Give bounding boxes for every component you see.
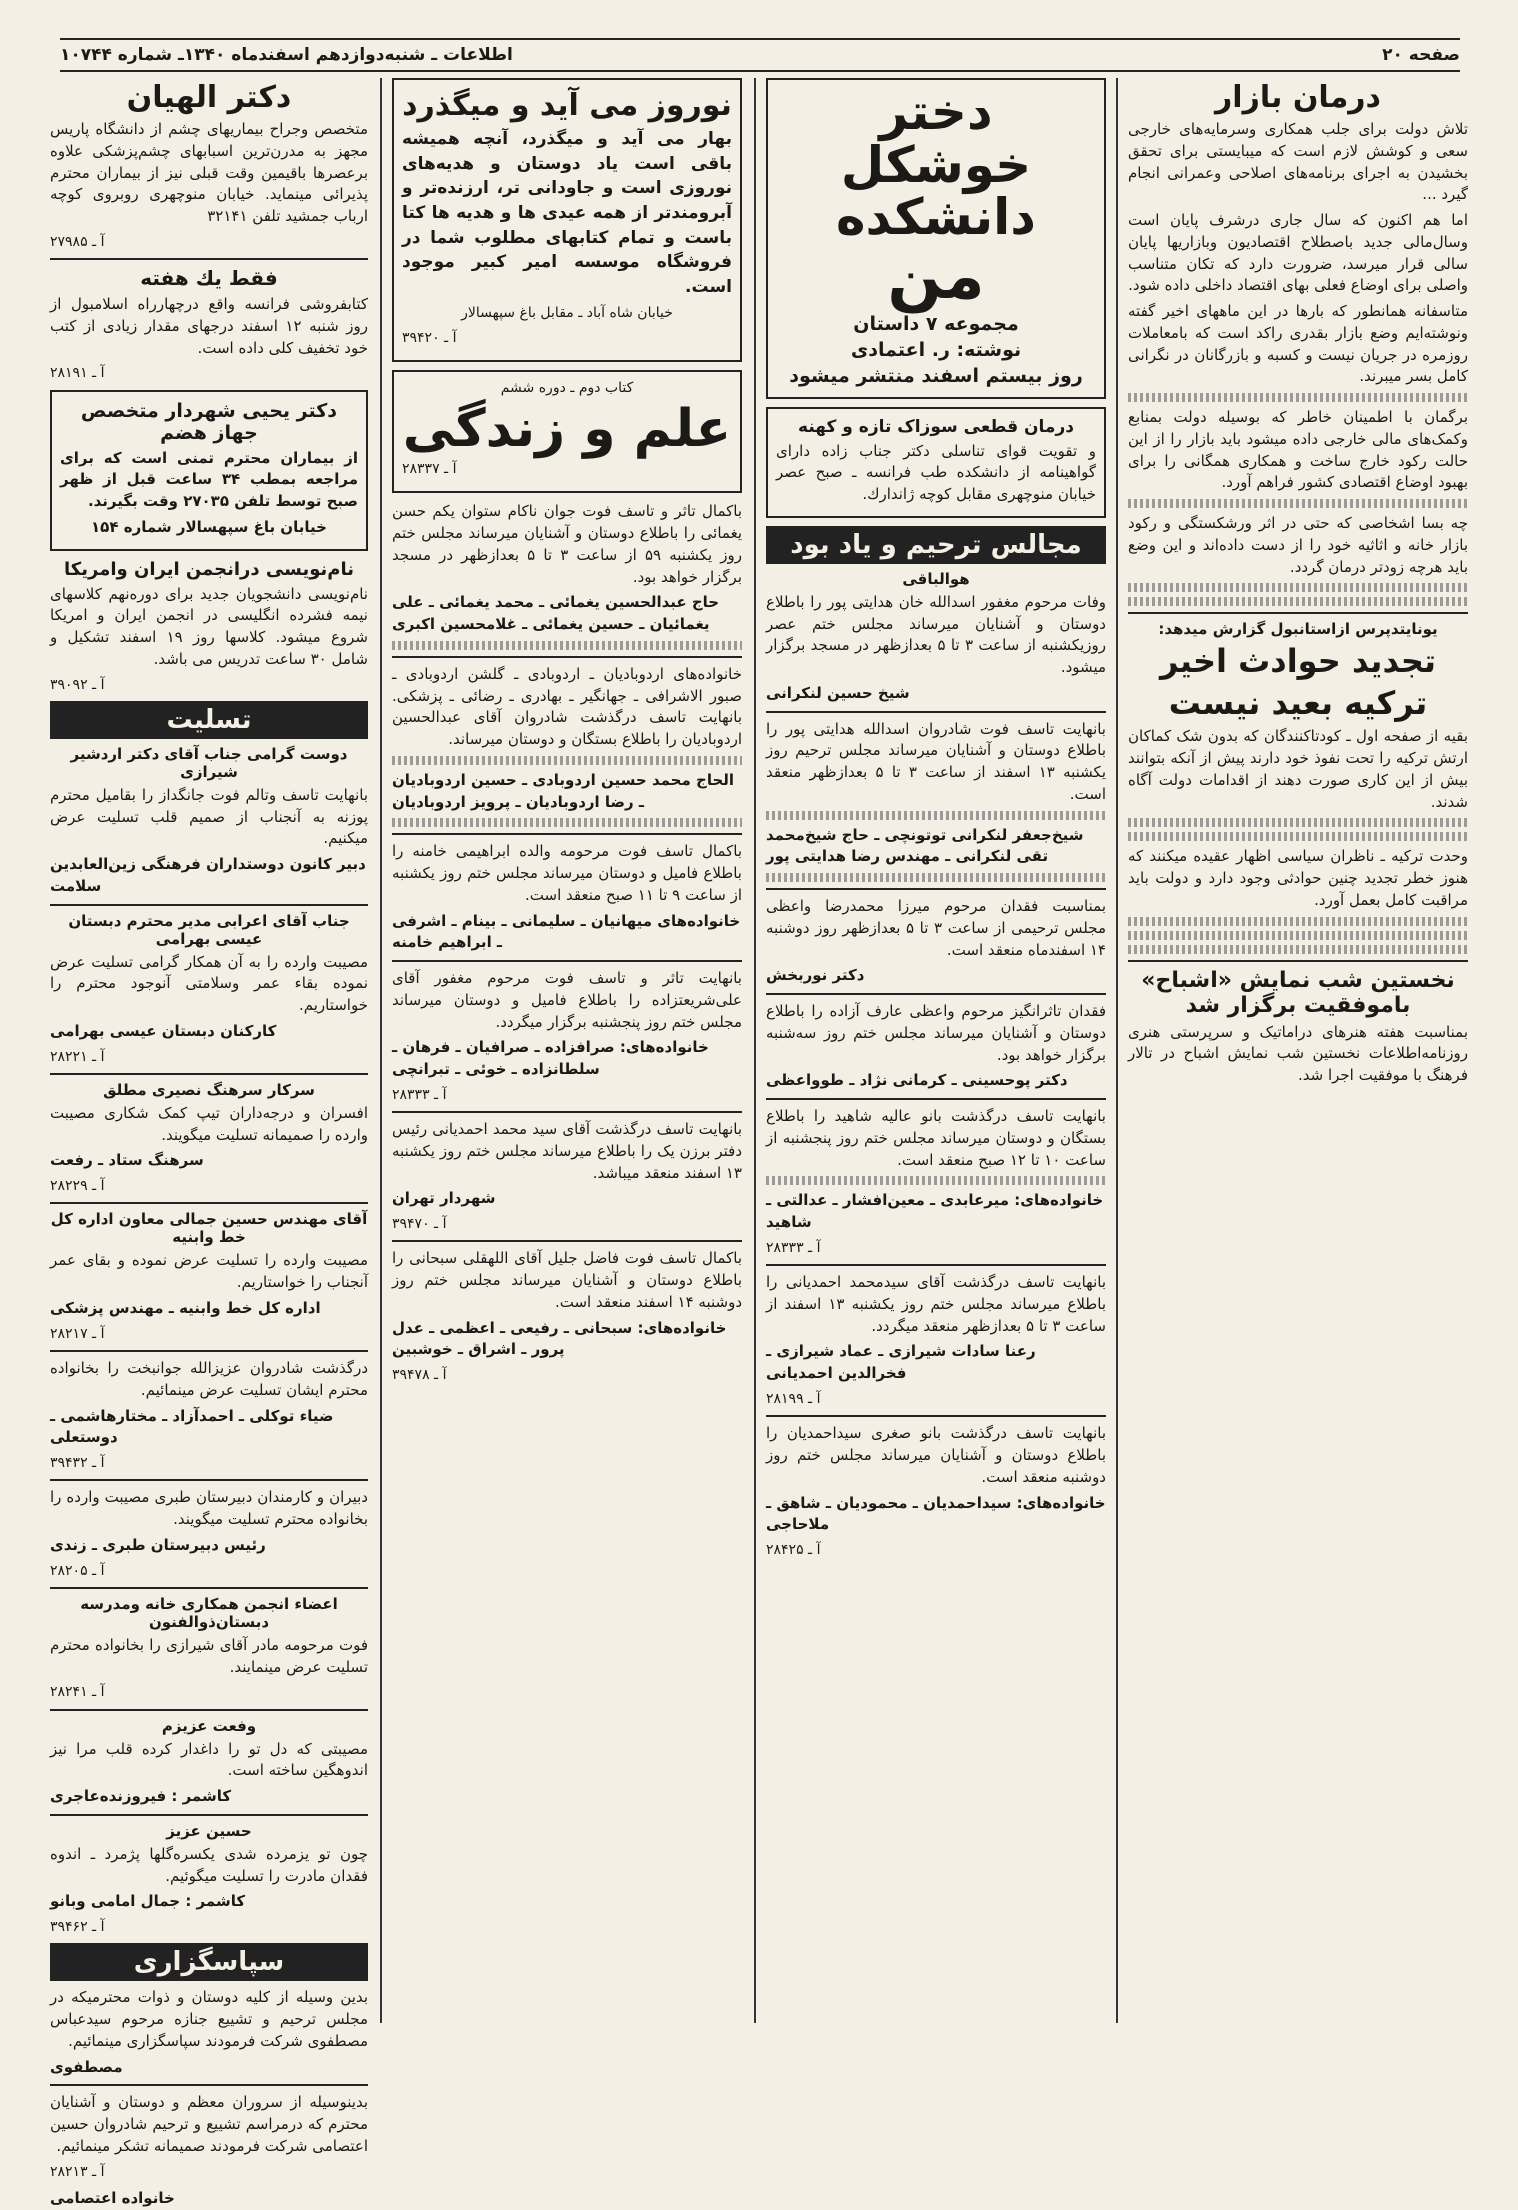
notice-7-signature: خانواده‌های: سیداحمدیان ـ محمودیان ـ شاهق ـ ملاحاجی — [766, 1493, 1106, 1534]
notice-1-text: وفات مرحوم مغفور اسدالله خان هدایتی پور را باطلاع دوستان و آشنایان میرساند مجلس ختم عصر روزیکشنبه از ساعت ۳ تا ۵ بعدازظهر در مسجد برگزار میشود. — [766, 592, 1107, 677]
text-filler — [1128, 832, 1468, 841]
divider — [392, 656, 742, 658]
registration-title: نام‌نویسی درانجمن ایران وامریکا — [64, 558, 354, 580]
divider — [50, 1814, 368, 1816]
book-ad-line-2: نوشته: ر. اعتمادی — [850, 338, 1022, 361]
doctor-ad-ref: آ ـ ۲۷۹۸۵ — [50, 233, 105, 250]
notice-ref: آ ـ ۳۹۴۷۸ — [392, 1367, 447, 1384]
notice-2-signature: شیخ‌جعفر لنکرانی توتونچی ـ حاج شیخ‌محمد تقی لنکرانی ـ مهندس رضا هدایتی پور — [766, 825, 1084, 866]
digestive-doctor-ad — [50, 390, 368, 551]
notice-5-signature: خانواده‌های: میرعابدی ـ معین‌افشار ـ عدالتی ـ شاهید — [766, 1191, 1104, 1232]
text-filler — [1128, 597, 1468, 606]
notice-1-signature: شیخ حسین لنکرانی — [766, 683, 910, 702]
notice-4-signature: خانواده‌های: صرافزاده ـ صرافیان ـ فرهان ـ سلطانزاده ـ خوئی ـ تبرانچی — [392, 1038, 709, 1079]
thanks-banner: سپاسگزاری — [50, 1943, 368, 1981]
condolence-ref: آ ـ ۲۸۲۴۱ — [50, 1684, 105, 1701]
news-paragraph-1: بقیه از صفحه اول ـ کودتاکنندگان که بدون شک کماکان ارتش ترکیه را تحت نفوذ خود دارند پیش از آنکه بتوانند بیش از این کاری صورت دهند از اقدامات دولت آگاه شدند. — [1128, 727, 1468, 811]
column-mourning-1 — [766, 78, 1106, 2023]
notice-3-signature: دکتر نوربخش — [766, 966, 865, 985]
condolence-2-signature: کارکنان دبستان عیسی بهرامی — [50, 1021, 277, 1040]
notice-7-text: بانهایت تاسف درگذشت بانو صغری سیداحمدیان را باطلاع دوستان و آشنایان میرساند مجلس ختم روز دوشنبه منعقد است. — [766, 1424, 1106, 1486]
divider — [50, 904, 368, 906]
nowruz-ad-text: بهار می آید و میگذرد، آنچه همیشه باقی است یاد دوستان و هدیه‌های نوروزی است و جاودانی تر، ارزنده‌تر و آبرومندتر از همه عیدی ها و هدیه ها کتا باست و تمام کتابهای مطلوب شما در فروشگاه موسسه امیر کبیر موجود است. — [402, 129, 732, 297]
book-ad-line-1: مجموعه ۷ داستان — [853, 312, 1019, 335]
divider — [766, 1415, 1106, 1417]
notice-ref: آ ـ ۲۸۳۳۳ — [766, 1239, 821, 1256]
condolence-ref: آ ـ ۳۹۴۳۲ — [50, 1455, 105, 1472]
divider — [50, 258, 368, 260]
condolence-4-title: آقای مهندس حسین جمالی معاون اداره کل خط وابنیه — [50, 1210, 368, 1247]
clinic-ad-title: درمان قطعی سوزاک تازه و کهنه — [798, 416, 1074, 437]
hu-heading: هوالباقی — [902, 569, 970, 588]
condolence-4-signature: اداره کل خط وابنیه ـ مهندس پزشکی — [50, 1298, 321, 1317]
digestive-ad-address: خیابان باغ سپهسالار شماره ۱۵۴ — [91, 517, 327, 536]
week-ad-text: کتابفروشی فرانسه واقع درچهارراه اسلامبول از روز شنبه ۱۲ اسفند درجهای مقدار زیادی از کتب خود تخفیف کلی داده است. — [50, 295, 368, 357]
market-paragraph-4: برگمان با اطمینان خاطر که بوسیله دولت بمنابع وکمک‌های مالی خارجی داده میشود باید بازار را از این حالت رکود خارج ساخت و همکاری همگانی را برای بهبود اوضاع اقتصادی کشور فراهم آورد. — [1128, 408, 1468, 492]
notice-2-signature: الحاج محمد حسین اردوبادی ـ حسین اردوبادیان ـ رضا اردوبادیان ـ پرویز اردوبادیان — [392, 770, 735, 811]
clinic-ad-text: و تقویت قوای تناسلی دکتر جناب زاده دارای گواهینامه از دانشکده طب فرانسه ـ صبح عصر خیابان منوچهری مقابل کوچه ژاندارك. — [776, 441, 1096, 504]
text-filler — [1128, 393, 1468, 402]
divider — [50, 2084, 368, 2086]
condolence-9-signature: کاشمر : جمال امامی وبانو — [50, 1892, 246, 1911]
notice-ref: آ ـ ۲۸۳۳۳ — [392, 1086, 447, 1103]
text-filler — [392, 756, 742, 765]
notice-3-text: بمناسبت فقدان مرحوم میرزا محمدرضا واعظی مجلس ترحیمی از ساعت ۳ تا ۵ بعدازظهر روز دوشنبه ۱۴ اسفندماه منعقد است. — [766, 897, 1106, 959]
book-ad-man: من — [887, 239, 985, 314]
divider — [392, 833, 742, 835]
thanks-1-text: بدین وسیله از کلیه دوستان و ذوات محترمیکه در مجلس ترحیم و تشییع جنازه مرحوم سیدعباس مصطفوی شرکت فرمودند سپاسگزاری مینمائیم. — [50, 1988, 368, 2050]
masthead — [60, 38, 1460, 72]
notice-1-signature: حاج عبدالحسین یغمائی ـ محمد یغمائی ـ علی یغمائیان ـ حسین یغمائی ـ غلامحسین اکبری — [392, 593, 720, 634]
divider — [50, 1479, 368, 1481]
science-life-subtitle: کتاب دوم ـ دوره ششم — [500, 380, 634, 397]
condolence-3-signature: سرهنگ ستاد ـ رفعت — [50, 1151, 204, 1170]
column-rule — [380, 78, 382, 2023]
column-rule — [754, 78, 756, 2023]
condolence-1-text: بانهایت تاسف وتالم فوت جانگداز را بقامیل محترم پوزنه به آنجناب از صمیم قلب تسلیت عرض میکنیم. — [50, 785, 368, 848]
show-title: نخستین شب نمایش «اشباح» باموفقیت برگزار شد — [1141, 967, 1455, 1018]
market-paragraph-3: متاسفانه همانطور که بارها در این ماههای اخیر گفته ونوشته‌ایم وضع بازار بقدری راکد است که بامعاملات روزمره در جریان نیست و کسبه و بازرگانان در نگرانی کامل بسر میبرند. — [1128, 302, 1468, 386]
condolence-8-signature: کاشمر : فیروزنده‌عاجری — [50, 1787, 232, 1806]
notice-1-text: باکمال تاثر و تاسف فوت جوان ناکام ستوان یکم حسن یغمائی را باطلاع دوستان و آشنایان میرساند مجلس ختم روز یکشنبه ۵۹ از ساعت ۳ تا ۵ بعدازظهر در مسجد برگزار خواهد بود. — [392, 502, 743, 586]
divider — [1128, 612, 1468, 614]
doctor-ad-text: متخصص وجراح بیماریهای چشم از دانشگاه پاریس مجهز به مدرن‌ترین اسبابهای چشم‌پزشکی علاوه برعصرها باقیمین وقت قبلی نیز از بیماران محترم پذیرائی مینماید. خیابان منوچهری روبروی کوچه ارباب جمشید تلفن ۳۲۱۴۱ — [50, 120, 368, 225]
condolence-3-text: افسران و درجه‌داران تیپ کمک شکاری مصیبت وارده را صمیمانه تسلیت میگویند. — [50, 1103, 368, 1144]
notice-2-text: بانهایت تاسف فوت شادروان اسدالله هدایتی پور را باطلاع دوستان و آشنایان میرساند مجلس ترحیم روز یکشنبه ۱۳ اسفند از ساعت ۳ تا ۵ بعدازظهر منعقد است. — [766, 719, 1107, 803]
notice-2-text: خانواده‌های اردوبادیان ـ اردوبادی ـ گلشن اردوبادی ـ صبور الاشرافی ـ جهانگیر ـ بهادری ـ رضائی ـ پزشکی. بانهایت تاسف درگذشت شادروان آقای عبدالحسین اردوبادیان را باطلاع بستگان و دوستان میرساند. — [392, 664, 742, 749]
text-filler — [392, 818, 742, 827]
science-life-ref: آ ـ ۲۸۳۳۷ — [402, 460, 457, 477]
column-rule — [1116, 78, 1118, 2023]
nowruz-ad-ref: آ ـ ۳۹۴۲۰ — [402, 329, 457, 346]
text-filler — [1128, 931, 1468, 940]
condolence-ref: آ ـ ۳۹۴۶۲ — [50, 1919, 105, 1936]
condolence-8-title: وفعت عزیزم — [161, 1716, 257, 1735]
page-number: صفحه ۲۰ — [1382, 45, 1460, 65]
divider — [50, 1587, 368, 1589]
book-ad-title: دختر خوشکل دانشکده — [836, 83, 1036, 246]
condolence-6-signature: رئیس دبیرستان طبری ـ زندی — [50, 1535, 266, 1554]
notice-ref: آ ـ ۳۹۴۷۰ — [392, 1216, 447, 1233]
notice-5-text: بانهایت تاسف درگذشت آقای سید محمد احمدیانی رئیس دفتر برزن یک را باطلاع میرساند مجلس ختم روز یکشنبه ۱۳ اسفند منعقد میباشد. — [392, 1120, 742, 1182]
notice-6-text: باکمال تاسف فوت فاضل جلیل آقای اللهقلی سبحانی را باطلاع دوستان و آشنایان میرساند مجلس ختم روز دوشنبه ۱۴ اسفند منعقد است. — [392, 1249, 742, 1311]
week-ad-title: فقط یك هفته — [140, 266, 278, 291]
divider — [392, 1240, 742, 1242]
condolence-5-text: درگذشت شادروان عزیزالله جوانبخت را بخانواده محترم ایشان تسلیت عرض مینمائیم. — [50, 1359, 368, 1399]
market-paragraph-5: چه بسا اشخاصی که حتی در اثر ورشکستگی و رکود بازار خانه و اثاثیه خود را از دست داده‌اند و این وضع باید هرچه زودتر درمان گردد. — [1128, 514, 1468, 576]
text-filler — [1128, 499, 1468, 508]
digestive-ad-text: از بیماران محترم تمنی است که برای مراجعه بمطب ۳۴ ساعت قبل از ظهر صبح توسط تلفن ۲۷۰۳۵ وقت بگیرند. — [60, 448, 358, 511]
divider — [50, 1709, 368, 1711]
condolence-6-text: دبیران و کارمندان دبیرستان طبری مصیبت وارده را بخانواده محترم تسلیت میگویند. — [50, 1488, 368, 1529]
divider — [50, 1202, 368, 1204]
notice-ref: آ ـ ۲۸۱۹۹ — [766, 1390, 821, 1407]
thanks-2-ref: آ ـ ۲۸۲۱۳ — [50, 2163, 105, 2180]
book-ad-girl — [766, 78, 1106, 399]
notice-3-signature: خانواده‌های میهانیان ـ سلیمانی ـ بینام ـ اشرفی ـ ابراهیم خامنه — [392, 911, 741, 952]
issue-info: اطلاعات ـ شنبه‌دوازدهم اسفندماه ۱۳۴۰ـ شماره ۱۰۷۴۴ — [60, 45, 513, 65]
condolence-2-text: مصیبت وارده را به آن همکار گرامی تسلیت عرض نموده بقاء عمر وسلامتی آنوجود محترم را خواستاریم. — [50, 952, 368, 1015]
condolence-4-text: مصیبت وارده را تسلیت عرض نموده و بقای عمر آنجناب را خواستاریم. — [50, 1251, 368, 1292]
condolence-9-text: چون تو یزمرده شدی یکسره‌گلها پژمرد ـ اندوه فقدان مادرت را تسلیت میگوئیم. — [50, 1844, 368, 1885]
nowruz-ad — [392, 78, 742, 362]
condolence-1-title: دوست گرامی جناب آقای دکتر اردشیر شیرازی — [70, 744, 348, 781]
condolence-7-text: فوت مرحومه مادر آقای شیرازی را بخانواده محترم تسلیت عرض مینمایند. — [50, 1635, 368, 1676]
condolence-ref: آ ـ ۲۸۲۲۹ — [50, 1178, 105, 1195]
notice-6-signature: خانواده‌های: سبحانی ـ رفیعی ـ اعظمی ـ عدل پرور ـ اشراق ـ خوشبین — [392, 1318, 727, 1359]
nowruz-ad-title: نوروز می آید و میگذرد — [402, 88, 732, 123]
divider — [766, 993, 1106, 995]
show-paragraph: بمناسبت هفته هنرهای دراماتیک و سرپرستی هنری روزنامه‌اطلاعات نخستین شب نمایش اشباح در تالار فرهنگ با موفقیت اجرا شد. — [1128, 1022, 1468, 1084]
condolence-ref: آ ـ ۲۸۲۰۵ — [50, 1562, 105, 1579]
registration-ref: آ ـ ۳۹۰۹۲ — [50, 676, 105, 693]
condolence-7-title: اعضاء انجمن همکاری خانه ومدرسه دبستان‌ذوالفنون — [80, 1594, 338, 1631]
news-title-1: تجدید حوادث اخیر — [1159, 642, 1436, 681]
text-filler — [766, 1176, 1106, 1185]
notice-6-signature: رعنا سادات شیرازی ـ عماد شیرازی ـ فخرالدین احمدیانی — [766, 1342, 1036, 1383]
notice-4-text: بانهایت تاثر و تاسف فوت مرحوم مغفور آقای علی‌شریعتزاده را باطلاع فامیل و دوستان میرساند مجلس ختم روز پنجشنبه برگزار میگردد. — [392, 969, 742, 1031]
divider — [766, 711, 1106, 713]
column-mourning-2 — [392, 78, 742, 2023]
condolence-banner: تسلیت — [50, 701, 368, 739]
condolence-5-signature: ضیاء توکلی ـ احمدآزاد ـ مختارهاشمی ـ دوستعلی — [50, 1406, 334, 1447]
condolence-ref: آ ـ ۲۸۲۲۱ — [50, 1048, 105, 1065]
divider — [766, 1264, 1106, 1266]
clinic-ad — [766, 407, 1106, 518]
text-filler — [1128, 818, 1468, 827]
divider — [392, 960, 742, 962]
divider — [50, 1350, 368, 1352]
text-filler — [766, 811, 1106, 820]
text-filler — [1128, 917, 1468, 926]
notice-ref: آ ـ ۲۸۴۲۵ — [766, 1542, 821, 1559]
mourning-banner: مجالس ترحیم و یاد بود — [766, 526, 1106, 564]
book-ad-line-3: روز بیستم اسفند منتشر میشود — [789, 364, 1083, 387]
text-filler — [392, 641, 742, 650]
condolence-9-title: حسین عزیز — [166, 1821, 252, 1840]
column-market — [1128, 78, 1468, 2023]
week-ad-ref: آ ـ ۲۸۱۹۱ — [50, 365, 105, 382]
condolence-3-title: سرکار سرهنگ نصیری مطلق — [103, 1080, 315, 1099]
notice-6-text: بانهایت تاسف درگذشت آقای سیدمحمد احمدیانی را باطلاع میرساند مجلس ختم روز یکشنبه ۱۳ اسفند از ساعت ۳ تا ۵ بعدازظهر منعقد میگردد. — [766, 1273, 1106, 1335]
divider — [766, 1098, 1106, 1100]
market-paragraph-2: اما هم اکنون که سال جاری درشرف پایان است وسال‌مالی جدید باصطلاح اقتصادیون وبازاریها پایان سالی قرار میرسد، ضرورت دارد که تکان متناسب واصلی برای اوضاع فعلی بهای اقتصاد داخلی داده شود. — [1128, 211, 1468, 295]
news-source: یونایتدپرس ازاستانبول گزارش میدهد: — [1158, 620, 1438, 639]
divider — [50, 1073, 368, 1075]
notice-3-text: باکمال تاسف فوت مرحومه والده ابراهیمی خامنه را باطلاع فامیل و دوستان میرساند مجلس ختم روز یکشنبه از ساعت ۹ تا ۱۱ صبح منعقد است. — [392, 842, 742, 904]
notice-5-signature: شهردار تهران — [392, 1189, 496, 1208]
news-title-2: ترکیه بعید نیست — [1168, 684, 1428, 723]
thanks-2-signature: خانواده اعتصامی — [50, 2189, 175, 2208]
science-life-ad — [392, 370, 742, 493]
condolence-ref: آ ـ ۲۸۲۱۷ — [50, 1325, 105, 1342]
thanks-1-signature: مصطفوی — [50, 2057, 123, 2076]
nowruz-ad-address: خیابان شاه آباد ـ مقابل باغ سپهسالار — [461, 305, 673, 322]
divider — [392, 1111, 742, 1113]
condolence-8-text: مصیبتی که دل تو را داغدار کرده قلب مرا نیز اندوهگین ساخته است. — [50, 1739, 368, 1780]
digestive-ad-title: دکتر یحیی شهردار متخصص جهاز هضم — [80, 399, 338, 444]
thanks-2-text: بدینوسیله از سروران معظم و دوستان و آشنایان محترم که درمراسم تشییع و ترحیم شادروان حسین اعتصامی شرکت فرمودند صمیمانه تشکر مینمائیم. — [50, 2093, 368, 2155]
condolence-1-signature: دبیر کانون دوستداران فرهنگی زین‌العابدین سلامت — [50, 855, 366, 895]
registration-text: نام‌نویسی دانشجویان جدید برای دوره‌نهم کلاسهای نیمه فشرده انگلیسی در انجمن ایران و امریکا شروع میشود. کلاسها روز ۱۹ اسفند تشکیل و شامل ۳۰ ساعت تدریس می باشد. — [50, 584, 369, 668]
notice-4-signature: دکتر پوحسینی ـ کرمانی نژاد ـ طوواعظی — [766, 1071, 1068, 1090]
divider — [1128, 960, 1468, 962]
text-filler — [766, 873, 1106, 882]
news-paragraph-2: وحدت ترکیه ـ ناظران سیاسی اظهار عقیده میکنند که هنوز خطر تجدید چنین حوادثی وجود دارد و دولت باید مراقبت کامل بعمل آورد. — [1128, 847, 1468, 909]
doctor-ad-title: دکتر الهیان — [126, 80, 292, 115]
condolence-2-title: جناب آقای اعرابی مدیر محترم دبستان عیسی بهرامی — [68, 911, 350, 948]
market-paragraph-1: تلاش دولت برای جلب همکاری وسرمایه‌های خارجی سعی و کوشش لازم است که میبایستی برای تحقق بخشیدن به اجرای برنامه‌های اصلاحی وعمرانی انجام گیرد ... — [1128, 120, 1468, 204]
notice-4-text: فقدان تاثرانگیز مرحوم واعظی عارف آزاده را باطلاع دوستان و آشنایان میرساند مجلس ختم روز سه‌شنبه برگزار خواهد بود. — [766, 1002, 1106, 1064]
divider — [766, 888, 1106, 890]
science-life-title: علم و زندگی — [402, 399, 732, 460]
text-filler — [1128, 583, 1468, 592]
notice-5-text: بانهایت تاسف درگذشت بانو عالیه شاهید را باطلاع بستگان و دوستان میرساند مجلس ختم روز پنجشنبه از ساعت ۱۰ تا ۱۲ صبح منعقد است. — [766, 1107, 1106, 1169]
text-filler — [1128, 945, 1468, 954]
market-title: درمان بازار — [1215, 80, 1381, 115]
column-condolences — [50, 78, 369, 2208]
